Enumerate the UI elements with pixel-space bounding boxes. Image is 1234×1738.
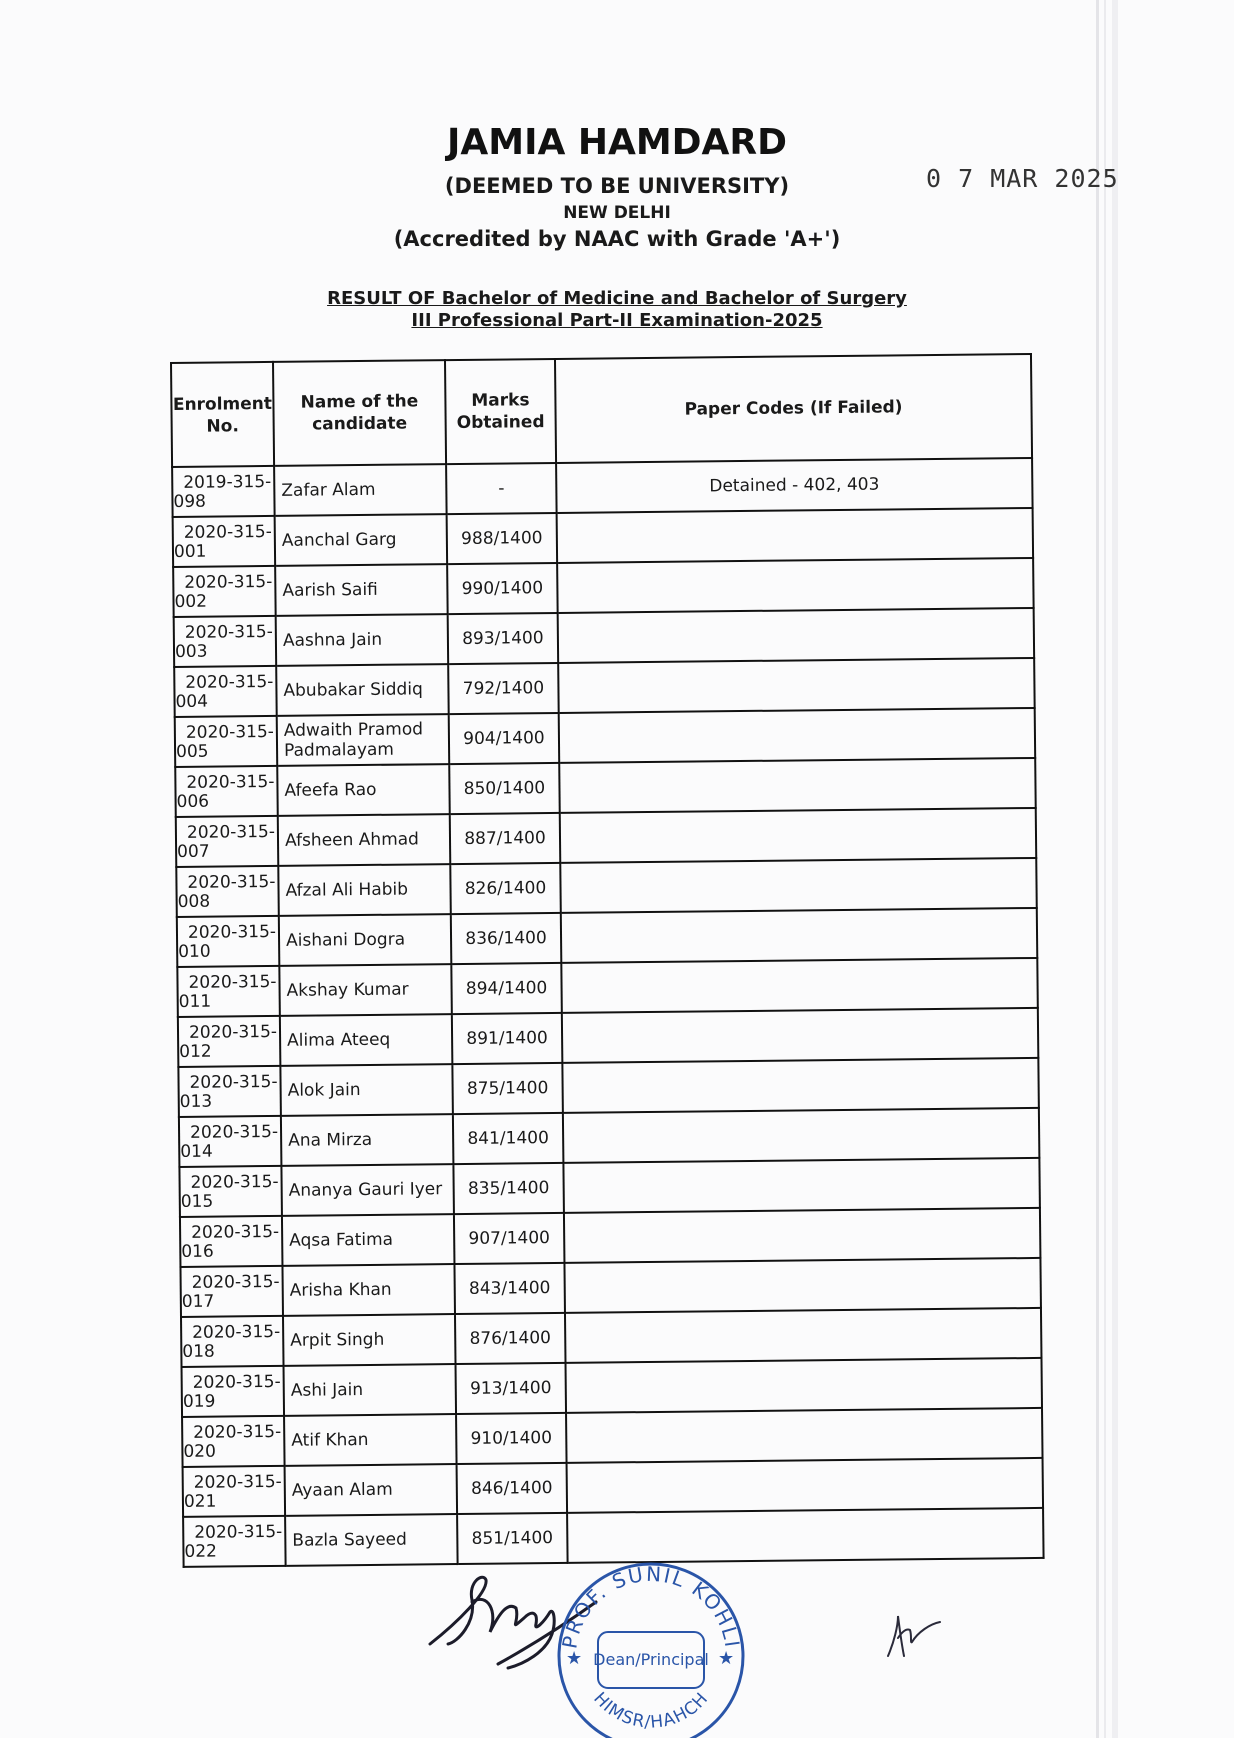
enrolment-cell	[183, 1516, 286, 1567]
table-row	[175, 708, 1035, 767]
enrolment-cell	[181, 1316, 284, 1367]
enrolment-prefix: 2020-315-	[189, 1121, 279, 1143]
enrolment-suffix: 018	[182, 1341, 215, 1362]
candidate-name-cell: Afzal Ali Habib	[278, 864, 451, 916]
university-city: NEW DELHI	[563, 203, 671, 223]
table-row	[176, 808, 1036, 867]
results-table	[170, 353, 1045, 1568]
enrolment-cell	[172, 466, 275, 517]
paper-codes-cell	[559, 708, 1035, 763]
enrolment-prefix: 2020-315-	[184, 571, 273, 593]
scan-edge-shade	[1112, 0, 1118, 1738]
paper-codes-cell	[561, 958, 1037, 1013]
table-row	[173, 558, 1033, 617]
table-row	[183, 1458, 1043, 1517]
paper-codes-cell	[566, 1408, 1042, 1463]
enrolment-cell	[182, 1366, 285, 1417]
marks-cell: 850/1400	[449, 763, 560, 814]
paper-codes-cell: Detained - 402, 403	[556, 458, 1032, 513]
svg-text:HIMSR/HAHCH	[589, 1689, 712, 1733]
marks-cell: 875/1400	[452, 1063, 563, 1114]
candidate-name-cell: Aanchal Garg	[275, 514, 448, 566]
marks-cell: 843/1400	[454, 1263, 565, 1314]
enrolment-cell	[173, 516, 276, 567]
candidate-name-cell: Afeefa Rao	[277, 764, 450, 816]
accreditation: (Accredited by NAAC with Grade 'A+')	[393, 227, 841, 251]
university-status: (DEEMED TO BE UNIVERSITY)	[444, 174, 790, 198]
enrolment-prefix: 2020-315-	[194, 1521, 283, 1543]
table-row	[179, 1108, 1039, 1167]
table-row	[174, 608, 1034, 667]
paper-codes-cell	[558, 608, 1034, 663]
candidate-name-cell: Bazla Sayeed	[285, 1514, 458, 1566]
marks-cell: 835/1400	[453, 1163, 564, 1214]
table-row	[179, 1158, 1039, 1217]
enrolment-cell	[178, 1016, 281, 1067]
candidate-name-cell: Atif Khan	[284, 1414, 457, 1466]
enrolment-prefix: 2020-315-	[191, 1221, 280, 1243]
enrolment-suffix: 014	[180, 1141, 213, 1162]
candidate-name-cell: Aishani Dogra	[279, 914, 452, 966]
enrolment-suffix: 008	[177, 891, 211, 912]
enrolment-prefix: 2020-315-	[185, 671, 274, 693]
table-row	[182, 1408, 1042, 1467]
enrolment-suffix: 006	[176, 791, 210, 812]
table-row	[180, 1258, 1040, 1317]
scan-edge-shade	[1096, 0, 1099, 1738]
enrolment-suffix: 020	[183, 1441, 216, 1462]
paper-codes-cell	[558, 658, 1034, 713]
enrolment-cell	[180, 1266, 283, 1317]
candidate-name-cell: Ananya Gauri Iyer	[281, 1164, 454, 1216]
header-marks: Marks Obtained	[445, 359, 556, 464]
marks-cell: 876/1400	[455, 1313, 566, 1364]
enrolment-prefix: 2020-315-	[188, 971, 277, 993]
paper-codes-cell	[567, 1458, 1043, 1513]
paper-codes-cell	[557, 508, 1033, 563]
enrolment-prefix: 2020-315-	[193, 1421, 282, 1443]
enrolment-cell	[176, 866, 279, 917]
marks-cell: 846/1400	[457, 1463, 568, 1514]
enrolment-cell	[174, 616, 277, 667]
candidate-name-cell: Arpit Singh	[283, 1314, 456, 1366]
enrolment-prefix: 2020-315-	[187, 921, 277, 943]
enrolment-prefix: 2020-315-	[189, 1071, 278, 1093]
paper-codes-cell	[557, 558, 1033, 613]
candidate-name-cell: Ashi Jain	[284, 1364, 457, 1416]
enrolment-cell	[176, 816, 279, 867]
enrolment-cell	[173, 566, 276, 617]
table-row	[177, 958, 1037, 1017]
table-row	[177, 908, 1037, 967]
enrolment-suffix: 021	[183, 1491, 217, 1512]
enrolment-cell	[174, 666, 277, 717]
paper-codes-cell	[562, 1008, 1038, 1063]
table-row	[173, 508, 1033, 567]
enrolment-cell	[175, 766, 278, 817]
paper-codes-cell	[561, 908, 1037, 963]
marks-cell: 887/1400	[450, 813, 561, 864]
marks-cell: 907/1400	[454, 1213, 565, 1264]
enrolment-prefix: 2019-315-	[183, 471, 272, 493]
enrolment-prefix: 2020-315-	[192, 1321, 281, 1343]
university-name: JAMIA HAMDARD	[446, 122, 788, 163]
enrolment-suffix: 012	[179, 1041, 212, 1062]
date-stamp: 0 7 MAR 2025	[926, 164, 1119, 193]
header-paper-codes: Paper Codes (If Failed)	[555, 354, 1032, 463]
marks-cell: 904/1400	[449, 713, 560, 764]
enrolment-cell	[178, 1066, 281, 1117]
enrolment-prefix: 2020-315-	[193, 1471, 282, 1493]
enrolment-cell	[180, 1216, 283, 1267]
marks-cell: -	[446, 463, 557, 514]
enrolment-suffix: 002	[174, 591, 208, 612]
marks-cell: 988/1400	[447, 513, 558, 564]
enrolment-prefix: 2020-315-	[183, 521, 272, 543]
table-row	[178, 1008, 1038, 1067]
enrolment-suffix: 010	[178, 941, 211, 962]
enrolment-suffix: 004	[175, 691, 209, 712]
paper-codes-cell	[563, 1108, 1039, 1163]
enrolment-suffix: 013	[179, 1091, 213, 1112]
candidate-name-cell: Aarish Saifi	[275, 564, 448, 616]
paper-codes-cell	[565, 1308, 1041, 1363]
candidate-name-cell: Ayaan Alam	[285, 1464, 458, 1516]
table-row	[175, 758, 1035, 817]
enrolment-suffix: 011	[178, 991, 212, 1012]
candidate-name-cell: Alok Jain	[280, 1064, 453, 1116]
enrolment-suffix: 005	[175, 741, 209, 762]
paper-codes-cell	[564, 1258, 1040, 1313]
result-title-line2: III Professional Part-II Examination-2025	[411, 310, 823, 331]
enrolment-suffix: 022	[184, 1541, 218, 1562]
table-row	[176, 858, 1036, 917]
enrolment-prefix: 2020-315-	[192, 1371, 281, 1393]
seal-center-text: Dean/Principal	[593, 1650, 709, 1669]
candidate-name-cell: Zafar Alam	[274, 464, 447, 516]
seal-star-icon: ★	[718, 1648, 735, 1669]
enrolment-prefix: 2020-315-	[190, 1171, 279, 1193]
paper-codes-cell	[566, 1358, 1042, 1413]
table-row	[180, 1208, 1040, 1267]
enrolment-suffix: 016	[181, 1241, 214, 1262]
enrolment-suffix: 007	[177, 841, 210, 862]
result-title-line1: RESULT OF Bachelor of Medicine and Bachelor of Surgery	[327, 288, 907, 309]
enrolment-prefix: 2020-315-	[191, 1271, 280, 1293]
table-row	[182, 1358, 1042, 1417]
enrolment-suffix: 001	[173, 541, 207, 562]
scan-edge-shade	[1104, 0, 1106, 1738]
header-name: Name of the candidate	[273, 360, 446, 466]
enrolment-cell	[182, 1416, 285, 1467]
paper-codes-cell	[564, 1208, 1040, 1263]
header-enrolment: Enrolment No.	[171, 362, 274, 467]
marks-cell: 851/1400	[457, 1513, 568, 1564]
candidate-name-cell: Arisha Khan	[282, 1264, 455, 1316]
enrolment-suffix: 015	[180, 1191, 214, 1212]
paper-codes-cell	[560, 858, 1036, 913]
enrolment-prefix: 2020-315-	[188, 1021, 278, 1043]
paper-codes-cell	[560, 808, 1036, 863]
marks-cell: 894/1400	[451, 963, 562, 1014]
seal-bottom-text: HIMSR/HAHCH	[589, 1688, 713, 1733]
initials-image	[884, 1612, 944, 1662]
enrolment-prefix: 2020-315-	[187, 871, 276, 893]
table-body	[172, 458, 1043, 1567]
enrolment-suffix: 019	[182, 1391, 216, 1412]
enrolment-cell	[183, 1466, 286, 1517]
enrolment-cell	[175, 716, 278, 767]
enrolment-prefix: 2020-315-	[185, 721, 274, 743]
seal-top-text: PROF. SUNIL KOHLI	[557, 1561, 745, 1651]
marks-cell: 893/1400	[448, 613, 559, 664]
paper-codes-cell	[563, 1158, 1039, 1213]
marks-cell: 841/1400	[453, 1113, 564, 1164]
marks-cell: 836/1400	[451, 913, 562, 964]
table-row	[181, 1308, 1041, 1367]
paper-codes-cell	[562, 1058, 1038, 1113]
enrolment-cell	[177, 966, 280, 1017]
marks-cell: 910/1400	[456, 1413, 567, 1464]
marks-cell: 891/1400	[452, 1013, 563, 1064]
candidate-name-cell: Abubakar Siddiq	[276, 664, 449, 716]
enrolment-suffix: 017	[181, 1291, 215, 1312]
official-seal	[548, 1552, 754, 1738]
seal-star-icon: ★	[566, 1648, 583, 1669]
svg-text:PROF. SUNIL KOHLI	[557, 1562, 744, 1651]
candidate-name-cell: Afsheen Ahmad	[278, 814, 451, 866]
table-row	[174, 658, 1034, 717]
candidate-name-cell: Akshay Kumar	[279, 964, 452, 1016]
candidate-name-cell: Aqsa Fatima	[282, 1214, 455, 1266]
table-row	[172, 458, 1032, 517]
enrolment-prefix: 2020-315-	[184, 621, 273, 643]
enrolment-cell	[179, 1166, 282, 1217]
marks-cell: 792/1400	[448, 663, 559, 714]
marks-cell: 826/1400	[450, 863, 561, 914]
paper-codes-cell	[559, 758, 1035, 813]
enrolment-prefix: 2020-315-	[186, 821, 276, 843]
table-row	[178, 1058, 1038, 1117]
enrolment-suffix: 003	[174, 641, 208, 662]
enrolment-suffix: 098	[173, 491, 207, 512]
result-title	[0, 288, 1234, 332]
enrolment-prefix: 2020-315-	[186, 771, 275, 793]
enrolment-cell	[177, 916, 280, 967]
candidate-name-cell: Alima Ateeq	[280, 1014, 453, 1066]
marks-cell: 913/1400	[456, 1363, 567, 1414]
marks-cell: 990/1400	[447, 563, 558, 614]
enrolment-cell	[179, 1116, 282, 1167]
candidate-name-cell: Adwaith Pramod Padmalayam	[277, 714, 450, 766]
candidate-name-cell: Ana Mirza	[281, 1114, 454, 1166]
candidate-name-cell: Aashna Jain	[276, 614, 449, 666]
table-header-row	[171, 354, 1032, 467]
